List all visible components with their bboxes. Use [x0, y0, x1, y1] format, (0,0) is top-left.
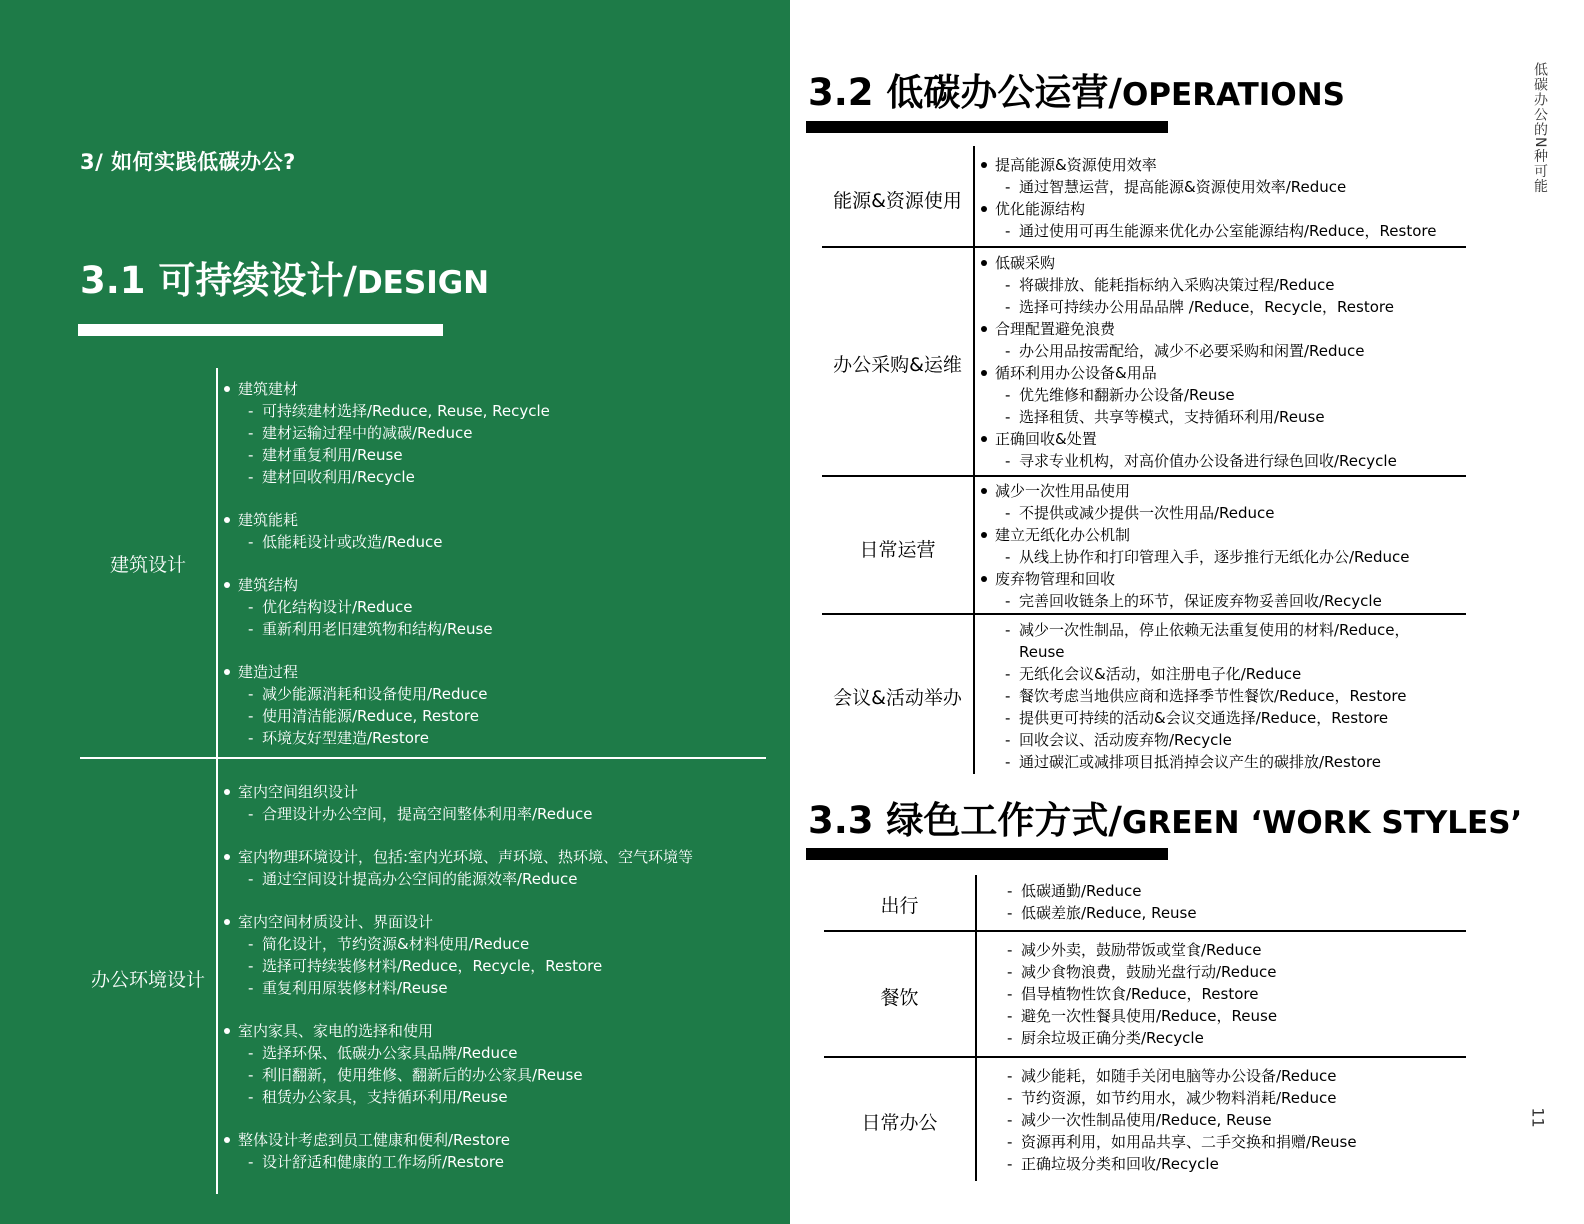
- green-row-divider-1: [824, 930, 1466, 932]
- sub-item: - 设计舒适和健康的工作场所/Restore: [222, 1151, 693, 1173]
- operations-heading-en: OPERATIONS: [1121, 77, 1345, 113]
- sub-item: - 通过使用可再生能源来优化办公室能源结构/Reduce，Restore: [979, 220, 1436, 242]
- spacer: [222, 640, 550, 661]
- operations-heading: [808, 62, 1345, 116]
- green-row-divider-2: [824, 1056, 1466, 1058]
- bullet-item: 建筑能耗: [222, 509, 550, 531]
- green-heading-underline: [806, 848, 1168, 860]
- category-office-environment-design: 办公环境设计: [90, 969, 205, 991]
- category-building-design: 建筑设计: [109, 554, 186, 576]
- bullet-item: 正确回收&处置: [979, 428, 1397, 450]
- design-row-divider: [80, 757, 766, 759]
- sub-item: - 选择环保、低碳办公家具品牌/Reduce: [222, 1042, 693, 1064]
- sub-item: - 建材回收利用/Recycle: [222, 466, 550, 488]
- sub-item: - 减少能耗，如随手关闭电脑等办公设备/Reduce: [981, 1065, 1357, 1087]
- sub-item: - 提供更可持续的活动&会议交通选择/Reduce，Restore: [979, 707, 1410, 729]
- operations-row-divider-1: [822, 246, 1466, 248]
- spacer: [222, 1108, 693, 1129]
- bullet-item: 提高能源&资源使用效率: [979, 154, 1436, 176]
- spacer: [222, 999, 693, 1020]
- sub-item: - 建材运输过程中的减碳/Reduce: [222, 422, 550, 444]
- category-meetings-events: 会议&活动举办: [833, 687, 962, 709]
- sub-item: - 优先维修和翻新办公设备/Reuse: [979, 384, 1397, 406]
- sub-item: - 合理设计办公空间，提高空间整体利用率/Reduce: [222, 803, 693, 825]
- sub-item: - 重复利用原装修材料/Reuse: [222, 977, 693, 999]
- bullet-item: 减少一次性用品使用: [979, 480, 1410, 502]
- bullet-item: 建立无纸化办公机制: [979, 524, 1410, 546]
- operations-row-divider-3: [822, 613, 1466, 615]
- sub-item: - 选择可持续装修材料/Reduce，Recycle，Restore: [222, 955, 693, 977]
- sub-item: - 从线上协作和打印管理入手，逐步推行无纸化办公/Reduce: [979, 546, 1410, 568]
- sub-item: - 不提供或减少提供一次性用品/Reduce: [979, 502, 1410, 524]
- energy-resources-items: [979, 154, 1436, 242]
- operations-heading-underline: [806, 121, 1168, 133]
- spacer: [222, 825, 693, 846]
- sub-item: - 选择租赁、共享等模式，支持循环利用/Reuse: [979, 406, 1397, 428]
- category-daily-office: 日常办公: [861, 1112, 938, 1134]
- sub-item: - 租赁办公家具，支持循环利用/Reuse: [222, 1086, 693, 1108]
- procurement-maintenance-items: [979, 252, 1397, 472]
- sub-item: - 寻求专业机构，对高价值办公设备进行绿色回收/Recycle: [979, 450, 1397, 472]
- sub-item: - 餐饮考虑当地供应商和选择季节性餐饮/Reduce，Restore: [979, 685, 1410, 707]
- office-environment-items: [222, 781, 693, 1173]
- daily-operations-items: [979, 480, 1410, 612]
- spacer: [222, 890, 693, 911]
- sub-item: - 倡导植物性饮食/Reduce，Restore: [981, 983, 1277, 1005]
- design-heading-underline: [78, 324, 443, 336]
- sub-item: - 减少一次性制品使用/Reduce, Reuse: [981, 1109, 1357, 1131]
- sub-item: - 资源再利用，如用品共享、二手交换和捐赠/Reuse: [981, 1131, 1357, 1153]
- sub-item: - 利旧翻新，使用维修、翻新后的办公家具/Reuse: [222, 1064, 693, 1086]
- bullet-item: 废弃物管理和回收: [979, 568, 1410, 590]
- sub-item: - 低碳通勤/Reduce: [981, 880, 1197, 902]
- design-panel: [0, 0, 790, 1224]
- green-heading-en: GREEN ‘WORK STYLES’: [1121, 805, 1523, 841]
- sub-item: - 办公用品按需配给，减少不必要采购和闲置/Reduce: [979, 340, 1397, 362]
- design-heading: [80, 250, 489, 304]
- sub-item: - 减少一次性制品，停止依赖无法重复使用的材料/Reduce，: [979, 619, 1410, 641]
- green-heading: [808, 790, 1522, 844]
- bullet-item: 室内空间材质设计、界面设计: [222, 911, 693, 933]
- bullet-item: 室内家具、家电的选择和使用: [222, 1020, 693, 1042]
- sub-item: - 将碳排放、能耗指标纳入采购决策过程/Reduce: [979, 274, 1397, 296]
- sub-item: - 避免一次性餐具使用/Reduce，Reuse: [981, 1005, 1277, 1027]
- daily-office-items: [981, 1065, 1357, 1175]
- sub-item: - 使用清洁能源/Reduce, Restore: [222, 705, 550, 727]
- bullet-item: 室内空间组织设计: [222, 781, 693, 803]
- sub-item: - 无纸化会议&活动，如注册电子化/Reduce: [979, 663, 1410, 685]
- page-number: 11: [1528, 1107, 1548, 1128]
- running-title: 低碳办公的N种可能: [1532, 62, 1548, 194]
- meetings-events-items: [979, 619, 1410, 773]
- sub-item: - 通过空间设计提高办公空间的能源效率/Reduce: [222, 868, 693, 890]
- category-energy-resources: 能源&资源使用: [833, 190, 962, 212]
- section-question: 3/ 如何实践低碳办公?: [80, 150, 296, 174]
- bullet-item: 低碳采购: [979, 252, 1397, 274]
- sub-item: - 厨余垃圾正确分类/Recycle: [981, 1027, 1277, 1049]
- design-heading-cn: 3.1 可持续设计/: [80, 259, 357, 302]
- travel-items: [981, 880, 1197, 924]
- design-heading-en: DESIGN: [356, 265, 490, 301]
- bullet-item: 建筑结构: [222, 574, 550, 596]
- sub-item: - 环境友好型建造/Restore: [222, 727, 550, 749]
- operations-heading-cn: 3.2 低碳办公运营/: [808, 71, 1122, 114]
- sub-item: - 通过碳汇或减排项目抵消掉会议产生的碳排放/Restore: [979, 751, 1410, 773]
- sub-item: - 减少能源消耗和设备使用/Reduce: [222, 683, 550, 705]
- sub-item: - 减少食物浪费，鼓励光盘行动/Reduce: [981, 961, 1277, 983]
- bullet-item: 整体设计考虑到员工健康和便利/Restore: [222, 1129, 693, 1151]
- building-design-items: [222, 378, 550, 749]
- category-travel: 出行: [880, 895, 919, 917]
- sub-item: - 通过智慧运营，提高能源&资源使用效率/Reduce: [979, 176, 1436, 198]
- sub-item: - 正确垃圾分类和回收/Recycle: [981, 1153, 1357, 1175]
- sub-item: - 低能耗设计或改造/Reduce: [222, 531, 550, 553]
- design-column-divider: [216, 368, 218, 1194]
- sub-item: - 回收会议、活动废弃物/Recycle: [979, 729, 1410, 751]
- operations-column-divider: [973, 146, 975, 774]
- spacer: [222, 553, 550, 574]
- sub-item: - 重新利用老旧建筑物和结构/Reuse: [222, 618, 550, 640]
- bullet-item: 建造过程: [222, 661, 550, 683]
- category-daily-operations: 日常运营: [859, 539, 936, 561]
- bullet-item: 室内物理环境设计，包括:室内光环境、声环境、热环境、空气环境等: [222, 846, 693, 868]
- bullet-item: 优化能源结构: [979, 198, 1436, 220]
- green-column-divider: [975, 875, 977, 1181]
- sub-item: - 减少外卖，鼓励带饭或堂食/Reduce: [981, 939, 1277, 961]
- sub-item: - 完善回收链条上的环节，保证废弃物妥善回收/Recycle: [979, 590, 1410, 612]
- spacer: [222, 488, 550, 509]
- sub-item: - 选择可持续办公用品品牌 /Reduce，Recycle，Restore: [979, 296, 1397, 318]
- sub-item: Reuse: [1019, 643, 1065, 661]
- bullet-item: 建筑建材: [222, 378, 550, 400]
- sub-item: - 优化结构设计/Reduce: [222, 596, 550, 618]
- sub-item: - 建材重复利用/Reuse: [222, 444, 550, 466]
- bullet-item: 合理配置避免浪费: [979, 318, 1397, 340]
- bullet-item: 循环利用办公设备&用品: [979, 362, 1397, 384]
- sub-item: - 低碳差旅/Reduce, Reuse: [981, 902, 1197, 924]
- operations-row-divider-2: [822, 475, 1466, 477]
- category-procurement-maintenance: 办公采购&运维: [833, 354, 962, 376]
- catering-items: [981, 939, 1277, 1049]
- category-catering: 餐饮: [880, 987, 919, 1009]
- sub-item: - 节约资源，如节约用水，减少物料消耗/Reduce: [981, 1087, 1357, 1109]
- sub-item: - 简化设计，节约资源&材料使用/Reduce: [222, 933, 693, 955]
- green-heading-cn: 3.3 绿色工作方式/: [808, 799, 1122, 842]
- sub-item: - 可持续建材选择/Reduce, Reuse, Recycle: [222, 400, 550, 422]
